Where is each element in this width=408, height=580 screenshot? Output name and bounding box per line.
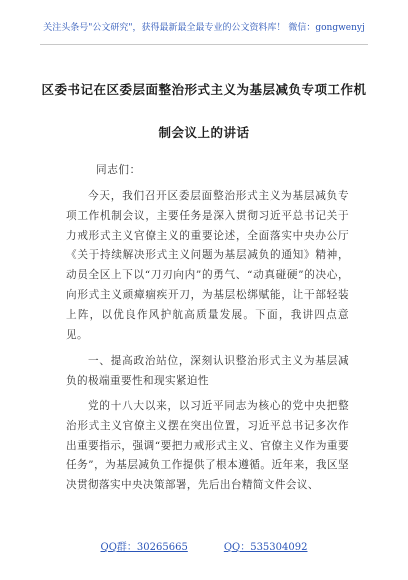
body-paragraph-2: 党的十八大以来，以习近平同志为核心的党中央把整治形式主义官僚主义摆在突出位置，习近平总书记多次作出重要指示，强调“要把力戒形式主义、官僚主义作为重要任务”，为基层减负工作提供了根本遵循。近年来，我区坚决贯彻落实中央决策部署，先后出台精简文件会议、 bbox=[66, 400, 349, 492]
banner-divider bbox=[40, 44, 368, 45]
document-title-line1: 区委书记在区委层面整治形式主义为基层减负专项工作机 bbox=[41, 82, 367, 97]
body-paragraph-1: 今天，我们召开区委层面整治形式主义为基层减负专项工作机制会议，主要任务是深入贯彻习近平总书记关于力戒形式主义官僚主义的重要论述，全面落实中央办公厅《关于持续解决形式主义问题为基层减负的通知》精神，动员全区上下以“刀刃向内”的勇气、“动真碰硬”的决心，向形式主义顽瘴痼疾开刀，为基层松绑赋能，让干部轻装上阵，以优良作风护航高质量发展。下面，我讲四点意见。 bbox=[66, 190, 349, 341]
salutation: 同志们： bbox=[96, 164, 141, 176]
qq-group-link[interactable]: QQ群：30265665 bbox=[100, 542, 188, 553]
footer-contact bbox=[0, 538, 408, 553]
promo-banner: 关注头条号"公文研究"，获得最新最全最专业的公文资料库！ 微信：gongwenyj bbox=[43, 23, 365, 33]
qq-contact-link[interactable]: QQ：535304092 bbox=[223, 542, 308, 553]
document-title-line2: 制会议上的讲话 bbox=[158, 125, 250, 140]
section-heading-1: 一、提高政治站位，深刻认识整治形式主义为基层减负的极端重要性和现实紧迫性 bbox=[66, 355, 349, 387]
